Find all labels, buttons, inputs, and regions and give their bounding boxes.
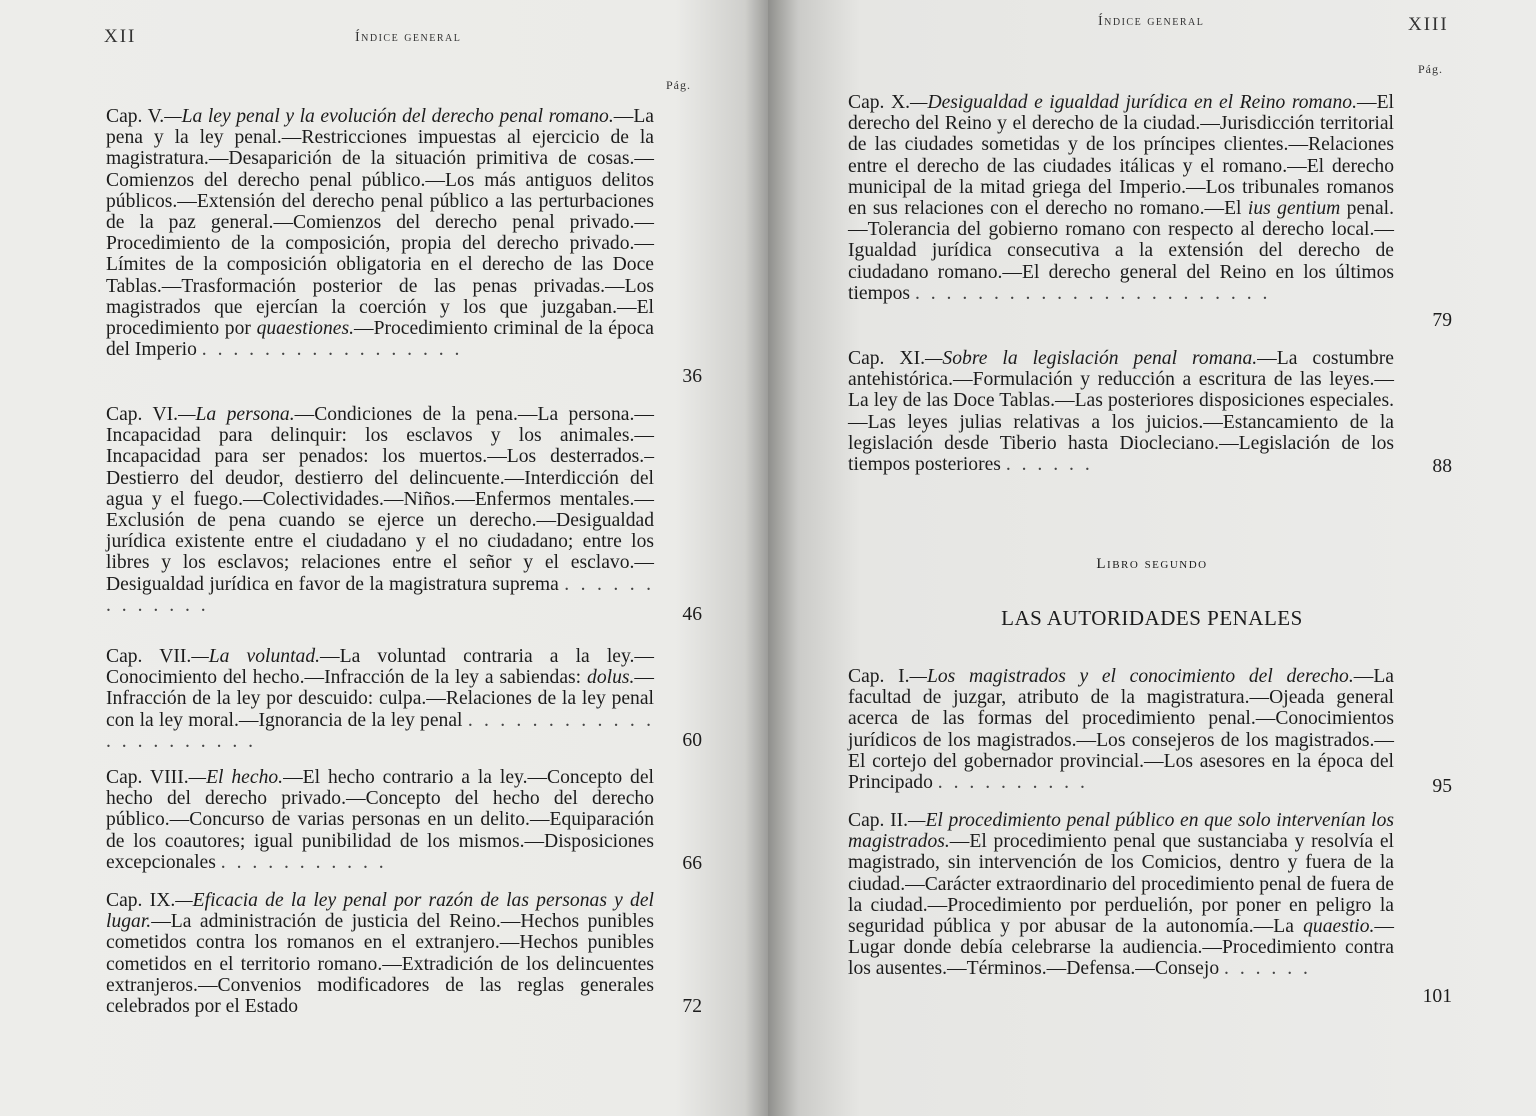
entry-text: —El hecho contrario a la ley.—Concepto del hecho del derecho privado.—Concepto del hecho del derecho público.—Concurso de varias personas en un delito.—Equiparación de los coautores; igual punibilidad de los mismos.—Disposiciones excepcionales	[106, 767, 654, 873]
page-number-72: 72	[682, 996, 702, 1017]
right-pag-label: Pág.	[1418, 62, 1443, 76]
entry-text: —El procedimiento penal que sustanciaba y resolvía el magistrado, sin intervención de los Comicios, dentro y fuera de la ciudad.—Carácter extraordinario del procedimiento penal de fuera de la ciudad.—Procedimiento por perduelión, por poner en peligro la seguridad pública y por abusar de la autonomía.—La	[848, 831, 1394, 938]
toc-entry-cap-ii	[848, 810, 1394, 980]
entry-text: —La administración de justicia del Reino.—Hechos punibles cometidos contra los romanos en el extranjero.—Hechos punibles cometidos en el territorio romano.—Extradición de los delincuentes extranjeros.—Convenios modificadores de las reglas generales celebrados por el Estado	[106, 911, 654, 1018]
entry-emphasis: ius gentium	[1247, 198, 1341, 220]
entry-cap: Cap. IX.	[106, 890, 176, 911]
entry-cap: Cap. XI.	[848, 348, 925, 369]
toc-entry-cap-ix	[106, 890, 654, 1017]
leader-dots: . . . . . . . . . . . . . . . . .	[201, 339, 463, 361]
toc-entry-cap-i	[848, 666, 1394, 793]
entry-cap: Cap. VI.	[106, 404, 179, 425]
entry-title: —Sobre la legislación penal romana.	[925, 348, 1258, 369]
page-number-46: 46	[682, 604, 702, 625]
page-number-36: 36	[682, 366, 702, 387]
right-folio: XIII	[1408, 14, 1449, 35]
entry-emphasis: dolus.	[587, 667, 635, 689]
entry-text: —El derecho del Reino y el derecho de la ciudad.—Jurisdicción territorial de las ciudades sometidas y de los príncipes clientes.—Relaciones entre el derecho de las ciudades itálicas y el romano.—El derecho municipal de la mitad griega del Imperio.—Los tribunales romanos en sus relaciones con el derecho no romano.—El	[848, 92, 1394, 220]
toc-entry-cap-xi	[848, 348, 1394, 475]
entry-title: —La persona.	[178, 404, 295, 425]
entry-title: —El procedimiento penal público en que solo intervenían los magistrados.	[848, 810, 1394, 853]
leader-dots: . . . . . .	[1005, 454, 1093, 476]
entry-title: —Los magistrados y el conocimiento del derecho.	[909, 666, 1354, 687]
right-page	[768, 0, 1536, 1116]
page-number-60: 60	[682, 730, 702, 751]
entry-text: —Condiciones de la pena.—La persona.—Incapacidad para delinquir: los esclavos y los animales.—Incapacidad para ser penados: los muertos.—Los desterrados.–Destierro del deudor, destierro del delincuente.—Interdicción del agua y el fuego.—Colectividades.—Niños.—Enfermos mentales.—Exclusión de pena cuando se ejerce un derecho.—Desigualdad jurídica existente entre el ciudadano y el no ciudadano; entre los libres y los esclavos; relaciones entre el señor y el esclavo.—Desigualdad jurídica en favor de la magistratura suprema	[106, 404, 654, 595]
left-folio: XII	[104, 26, 137, 47]
entry-cap: Cap. V.	[106, 106, 165, 127]
entry-text-2: —Lugar donde debía celebrarse la audiencia.—Procedimiento contra los ausentes.—Términos.—Defensa.—Consejo	[848, 916, 1394, 980]
entry-text-2: —Procedimiento criminal de la época del Imperio	[106, 318, 654, 361]
page-number-95: 95	[1432, 776, 1452, 797]
entry-cap: Cap. VIII.	[106, 767, 189, 788]
entry-cap: Cap. II.	[848, 810, 909, 831]
entry-emphasis: quaestio.	[1303, 916, 1375, 938]
leader-dots: . . . . . . . . . .	[937, 772, 1088, 794]
toc-entry-cap-x	[848, 92, 1394, 304]
entry-text: —La voluntad contraria a la ley.—Conocimiento del hecho.—Infracción de la ley a sabiendas:	[106, 646, 655, 689]
left-running-head: Índice general	[355, 30, 462, 45]
libro-heading: Libro segundo	[1096, 556, 1208, 572]
toc-entry-cap-viii	[106, 767, 654, 873]
page-number-66: 66	[682, 853, 702, 874]
entry-title: —Desigualdad e igualdad jurídica en el Reino romano.	[910, 92, 1357, 113]
leader-dots: . . . . . .	[1224, 958, 1311, 980]
page-number-88: 88	[1432, 456, 1452, 477]
toc-entry-cap-vii	[106, 646, 654, 752]
entry-title: —La voluntad.	[191, 646, 321, 667]
entry-text: —La costumbre antehistórica.—Formulación y reducción a escritura de las leyes.—La ley de las Doce Tablas.—Las posteriores disposiciones especiales.—Las leyes julias relativas a los juicios.—Estancamiento de la legislación desde Tiberio hasta Diocleciano.—Legislación de los tiempos posteriores	[848, 348, 1394, 476]
page-number-101: 101	[1422, 986, 1452, 1007]
leader-dots: . . . . . . . . . . . . . . . . . . . . . .	[106, 709, 654, 752]
entry-emphasis: quaestiones.	[256, 318, 354, 340]
leader-dots: . . . . . . . . . . . . .	[106, 573, 654, 616]
entry-title: —La ley penal y la evolución del derecho penal romano.	[164, 106, 614, 127]
toc-entry-cap-v	[106, 106, 654, 360]
entry-text: —La pena y la ley penal.—Restricciones impuestas al ejercicio de la magistratura.—Desaparición de la situación primitiva de cosas.—Comienzos del derecho penal público.—Los más antiguos delitos públicos.—Extensión del derecho penal público a las perturbaciones de la paz general.—Comienzos del derecho penal privado.—Procedimiento de la composición, propia del derecho privado.—Límites de la composición obligatoria en el derecho de las Doce Tablas.—Trasformación posterior de las penas privadas.—Los magistrados que ejercían la coerción y los que juzgaban.—El procedimiento por	[106, 106, 654, 340]
section-title: LAS AUTORIDADES PENALES	[1001, 606, 1303, 630]
entry-title: —El hecho.	[188, 767, 284, 788]
page-number-79: 79	[1432, 310, 1452, 331]
entry-text-2: penal.—Tolerancia del gobierno romano con respecto al derecho local.—Igualdad jurídica consecutiva a la extensión del derecho de ciudadano romano.—El derecho general del Reino en los últimos tiempos	[848, 198, 1395, 304]
entry-text: —La facultad de juzgar, atributo de la magistratura.—Ojeada general acerca de las formas del procedimiento penal.—Conocimientos jurídicos de los magistrados.—Los consejeros de los magistrados.—El cortejo del gobernador provincial.—Los asesores en la época del Principado	[848, 666, 1394, 794]
leader-dots: . . . . . . . . . . .	[220, 851, 387, 873]
entry-text-2: —Infracción de la ley por descuido: culpa.—Relaciones de la ley penal con la ley moral.—Ignorancia de la ley penal	[106, 667, 654, 731]
entry-title: —Eficacia de la ley penal por razón de las personas y del lugar.	[106, 890, 654, 933]
right-running-head: Índice general	[1098, 14, 1205, 29]
toc-entry-cap-vi	[106, 404, 654, 616]
leader-dots: . . . . . . . . . . . . . . . . . . . . . . .	[914, 282, 1271, 304]
entry-cap: Cap. I.	[848, 666, 910, 687]
entry-cap: Cap. VII.	[106, 646, 192, 667]
entry-cap: Cap. X.	[848, 92, 911, 113]
left-pag-label: Pág.	[666, 78, 691, 92]
